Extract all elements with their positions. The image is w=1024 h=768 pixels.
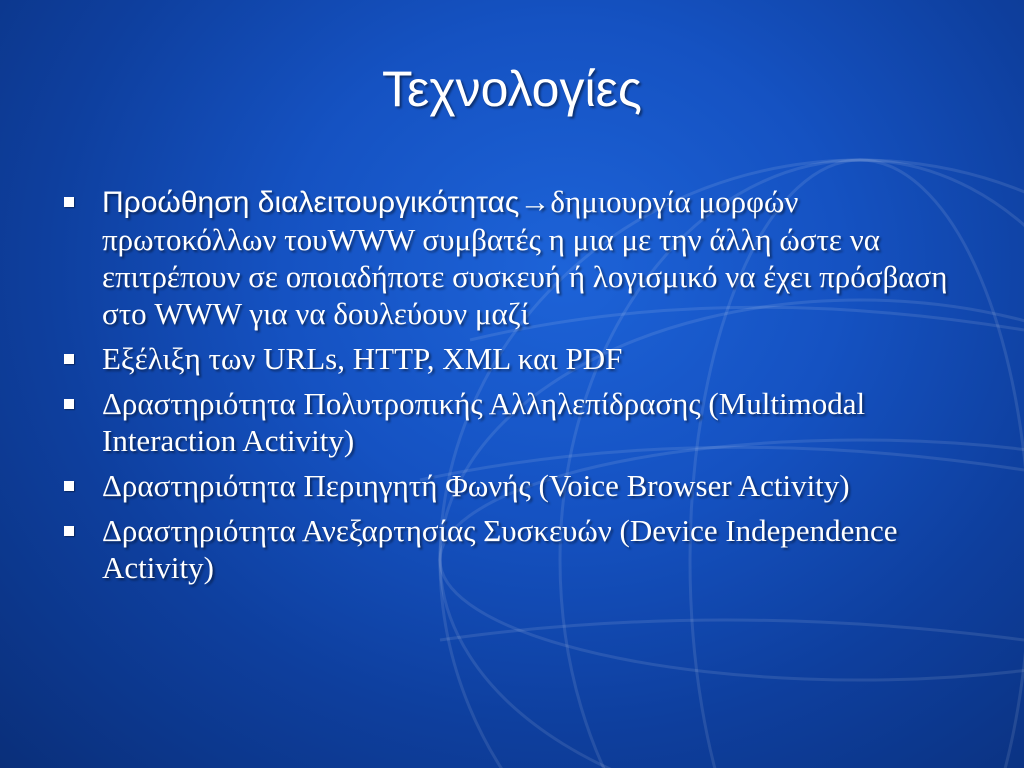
bullet-text: Δραστηριότητα Πολυτροπικής Αλληλεπίδρασης (Multimodal Interaction Activity) [102,386,866,458]
bullet-item [60,467,960,504]
bullet-item [60,512,960,586]
bullet-text: Εξέλιξη των URLs, HTTP, XML και PDF [102,341,623,376]
bullet-lead-text: Προώθηση διαλειτουργικότητας [102,186,520,219]
bullet-list [60,183,960,594]
bullet-text: Δραστηριότητα Ανεξαρτησίας Συσκευών (Device Independence Activity) [102,513,898,585]
bullet-item [60,183,960,332]
slide-title: Τεχνολογίες [382,61,642,117]
square-bullet-icon [64,354,74,364]
bullet-item [60,385,960,459]
bullet-item [60,340,960,377]
bullet-text: →δημιουργία μορφών πρωτοκόλλων τουWWW συμβατές η μια με την άλλη ώστε να επιτρέπουν σε οποιαδήποτε συσκευή ή λογισμικό να έχει πρόσβαση στο WWW για να δουλεύουν μαζί [102,184,948,331]
square-bullet-icon [64,481,74,491]
bullet-text: Δραστηριότητα Περιηγητή Φωνής (Voice Browser Activity) [102,468,850,503]
square-bullet-icon [64,399,74,409]
square-bullet-icon [64,526,74,536]
square-bullet-icon [64,197,74,207]
